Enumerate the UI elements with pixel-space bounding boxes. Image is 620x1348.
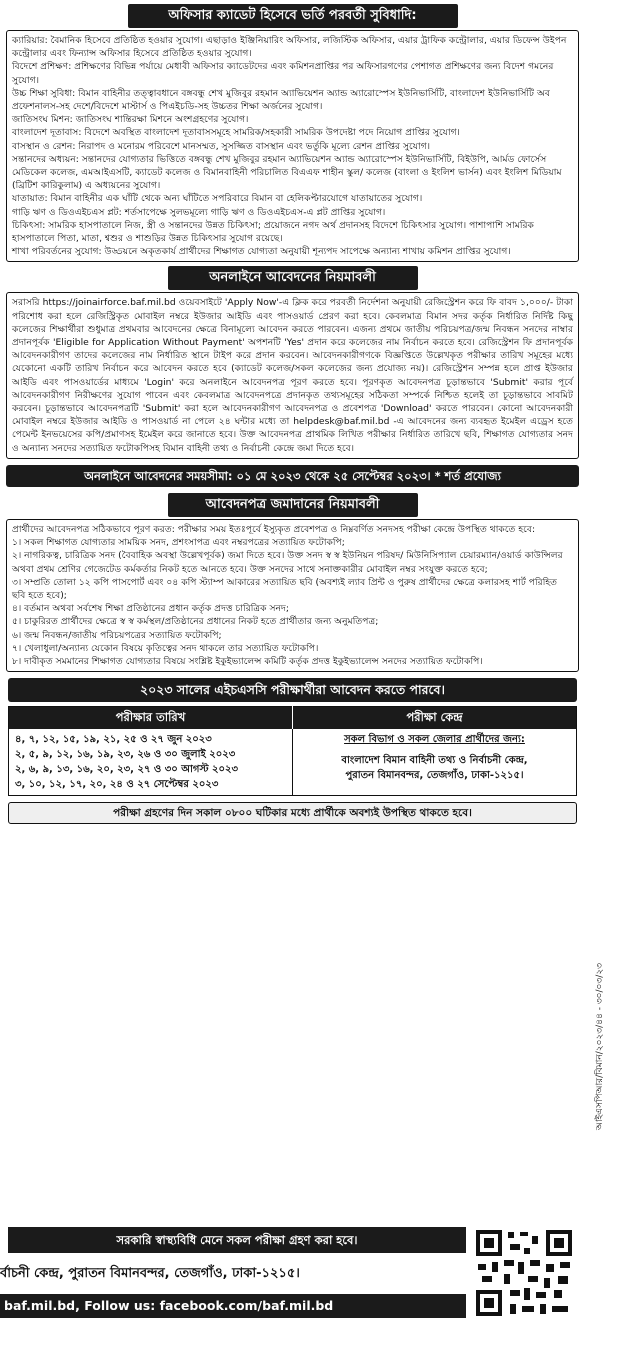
exam-center-cell [293, 729, 577, 796]
attendance-notice: পরীক্ষা গ্রহণের দিন সকাল ০৮০০ ঘটিকার মধ্যে প্রার্থীকে অবশ্যই উপস্থিত থাকতে হবে। [8, 802, 577, 824]
website-line: baf.mil.bd, Follow us: facebook.com/baf.mil.bd [0, 1294, 466, 1318]
submission-item: ৮। দাবীকৃত সমমানের শিক্ষাগত যোগ্যতার বিষয়ে সংশ্লিষ্ট ইকুইভ্যালেন্স কমিটি কর্তৃক প্রদত্ত ইকুইভ্যালেন্স সনদের সত্যায়িত ফটোকপি। [12, 655, 483, 667]
reference-code: আইএসপিআর/বিমান/২০২৩/৪৪ - ৩০/০৩/২৩ [595, 963, 605, 1130]
submission-item: ৩। সম্প্রতি তোলা ১২ কপি পাসপোর্ট এবং ০৪ কপি স্ট্যাম্প আকারের সত্যায়িত ছবি (অবশ্যই ল্যাব প্রিন্ট ও পুরুষ প্রার্থীদের ক্ষেত্রে কলারসহ শার্ট পরিহিত ছবি হতে হবে); [12, 576, 558, 601]
facilities-title: অফিসার ক্যাডেট হিসেবে ভর্তি পরবর্তী সুবিধাদি: [128, 4, 458, 28]
exam-center-header: পরীক্ষা কেন্দ্র [293, 707, 577, 730]
exam-date-row: ২, ৫, ৯, ১২, ১৬, ১৯, ২৩, ২৬ ও ৩০ জুলাই ২০২৩ [15, 749, 236, 761]
submission-intro: প্রার্থীদের আবেদনপত্র সঠিকভাবে পূরণ করত: পরীক্ষার সময় ইতঃপূর্বে ইস্যুকৃত প্রবেশপত্র ও নিম্নবর্ণিত সনদসহ পরীক্ষা কেন্দ্রে উপস্থিত থাকতে হবে: [12, 523, 536, 535]
address-line: র্বাচনী কেন্দ্র, পুরাতন বিমানবন্দর, তেজগাঁও, ঢাকা-১২১৫। [0, 1266, 300, 1281]
submission-item: ৭। খেলাধুলা/অন্যান্য যেকোন বিষয়ে কৃতিত্বের সনদ থাকলে তার সত্যায়িত ফটোকপি। [12, 642, 319, 654]
facility-item: সন্তানদের অধ্যয়ন: সন্তানদের যোগ্যতার ভিত্তিতে বঙ্গবন্ধু শেখ মুজিবুর রহমান অ্যাভিয়েশন অ্যান্ড অ্যারোস্পেস ইউনিভার্সিটি, বিইউপি, আর্মড ফোর্সেস মেডিকেল কলেজ, এমআইএসটি, ক্যাডেট কলেজ ও বিমানবাহিনী পরিচালিত বিএএফ শাহীন স্কুল/ কলেজ (বাংলা ও ইংলিশ ভার্সন) এবং ইংলিশ মিডিয়াম (ব্রিটিশ কারিকুলাম) এ অধ্যয়নের সুযোগ। [12, 153, 562, 192]
online-instructions: সরাসরি https://joinairforce.baf.mil.bd ওয়েবসাইটে 'Apply Now'-এ ক্লিক করে পরবর্তী নির্দেশনা অনুযায়ী রেজিস্ট্রেশন করে ফি বাবদ ১,০০০/- টাকা পরিশোধ করা হলে রেজিস্ট্রিকৃত মোবাইল নম্বরে ইউজার আইডি এবং পাসওয়ার্ড প্রেরণ করা হবে। কেবলমাত্র বিমান সদর কর্তৃক নির্ধারিত নির্দিষ্ট কিছু কলেজের শিক্ষার্থীরা শুধুমাত্র প্রথমবার আবেদনের ক্ষেত্রে বিনামূল্যে আবেদন করতে পারবেন। এজন্য প্রথমে জাতীয় পরিচয়পত্র/জন্ম নিবন্ধন সনদের নাম্বার প্রদানপূর্বক 'Eligible for Application Without Payment' অপশনটি 'Yes' প্রদান করে কলেজের নাম নির্বাচন করতে হবে। রেজিস্ট্রেশন ফি প্রদানপূর্বক আবেদনকারীগণ তাদের কলেজের নাম নির্ধারিত স্থানে টাইপ করে প্রদান করবেন। আবেদনকারীগণকে বিজ্ঞপ্তিতে উল্লেখকৃত পরীক্ষার তারিখ সমূহের মধ্যে যেকোনো একটি তারিখ নির্বাচন করে আবেদন করতে হবে (ক্যাডেট কলেজ/সকল কলেজের জন্য প্রযোজ্য নয়)। রেজিস্ট্রেশন সম্পন্ন হলে প্রাপ্ত ইউজার আইডি এবং পাসওয়ার্ডের মাধ্যমে 'Login' করে অনলাইনে আবেদনপত্র পূরণ করতে হবে। পূরণকৃত আবেদনপত্র চূড়ান্তভাবে 'Submit' করার পূর্বে আবেদনকারীগণ নিরীক্ষণের সুযোগ পাবেন এবং কেবলমাত্র আবেদনপত্রে প্রদানকৃত তথ্যসমূহের সঠিকতা সম্পর্কে নিশ্চিত হলেই তা চূড়ান্তভাবে সাবমিট করবেন। চূড়ান্তভাবে আবেদনপত্রটি 'Submit' করা হলে আবেদনকারীগণ আবেদনপত্র ও প্রবেশপত্র 'Download' করতে পারবেন। কোনো আবেদনকারী মোবাইল নম্বরে ইউজার আইডি ও পাসওয়ার্ড না পেলে ২৪ ঘন্টার মধ্যে তা helpdesk@baf.mil.bd -এ আবেদনের জন্য ব্যবহৃত ইমেইল এড্রেস হতে পেমেন্ট ইনভয়েসের কপি/প্রমাণসহ ইমেইল করে জানাতে হবে। উক্ত আবেদনপত্র প্রাথমিক লিখিত পরীক্ষার নির্ধারিত তারিখে ছবি, শিক্ষাগত যোগ্যতার সনদ ও অন্যান্য সনদের সত্যায়িত ফটোকপিসহ বিমান বাহিনী তথ্য ও নির্বাচনী কেন্দ্রে জমা দিতে হবে। [12, 297, 573, 454]
online-title: অনলাইনে আবেদনের নিয়মাবলী [168, 266, 418, 290]
submission-item: ১। সকল শিক্ষাগত যোগ্যতার সাময়িক সনদ, প্রশংসাপত্র এবং নম্বরপত্রের সত্যায়িত ফটোকপি; [12, 537, 345, 549]
facility-item: জাতিসংঘ মিশন: জাতিসংঘ শান্তিরক্ষা মিশনে অংশগ্রহণের সুযোগ। [12, 114, 249, 126]
exam-date-header: পরীক্ষার তারিখ [9, 707, 293, 730]
submission-item: ২। নাগরিকত্ব, চারিত্রিক সনদ (বৈবাহিক অবস্থা উল্লেখপূর্বক) জমা দিতে হবে। উক্ত সনদ স্ব স্ব ইউনিয়ন পরিষদ/ মিউনিসিপ্যাল চেয়ারম্যান/ওয়ার্ড কাউন্সিলর অথবা প্রথম শ্রেণির গেজেটেড কর্মকর্তার নিকট হতে আনতে হবে। উক্ত সনদের সাথে সনাক্তকারীর মোবাইল নম্বর সংযুক্ত করতে হবে; [12, 550, 563, 575]
exam-dates-cell [9, 729, 293, 796]
hsc-banner: ২০২৩ সালের এইচএসসি পরীক্ষার্থীরা আবেদন করতে পারবে। [8, 678, 577, 702]
facility-item: বিদেশে প্রশিক্ষণ: প্রশিক্ষণের বিভিন্ন পর্যায়ে মেধাবী অফিসার ক্যাডেটদের এবং কমিশনপ্রাপ্তির পর অফিসারগণের পেশাগত প্রশিক্ষণের জন্য বিদেশ গমনের সুযোগ। [12, 61, 554, 86]
facility-item: উচ্চ শিক্ষা সুবিধা: বিমান বাহিনীর তত্ত্বাবধানে বঙ্গবন্ধু শেখ মুজিবুর রহমান অ্যাভিয়েশন অ্যান্ড অ্যারোস্পেস ইউনিভার্সিটি, বাংলাদেশ ইউনিভার্সিটি অব প্রফেশনালস-সহ দেশে/বিদেশে মাস্টার্স ও পিএইচডি-সহ উচ্চতর শিক্ষা অর্জনের সুযোগ। [12, 87, 551, 113]
facility-item: যাতায়াত: বিমান বাহিনীর এক ঘাঁটি থেকে অন্য ঘাঁটিতে সপরিবারে বিমান বা হেলিকপ্টারযোগে যাতায়াতের সুযোগ। [12, 193, 423, 205]
submission-title: আবেদনপত্র জমাদানের নিয়মাবলী [168, 493, 418, 517]
qr-code-icon [474, 1228, 574, 1318]
facilities-box [6, 30, 579, 262]
facility-item: ক্যারিয়ার: বৈমানিক হিসেবে প্রতিষ্ঠিত হওয়ার সুযোগ। এছাড়াও ইঞ্জিনিয়ারিং অফিসার, লজিস্টিক অফিসার, এয়ার ট্রাফিক কন্ট্রোলার, এয়ার ডিফেন্স উইপন কন্ট্রোলার এবং ফিন্যান্স অফিসার হিসেবে প্রতিষ্ঠিত হওয়ার সুযোগ। [12, 35, 567, 60]
submission-box [6, 519, 579, 672]
deadline-banner: অনলাইনে আবেদনের সময়সীমা: ০১ মে ২০২৩ থেকে ২৫ সেপ্টেম্বর ২০২৩। * শর্ত প্রযোজ্য [6, 465, 579, 487]
exam-center-name: বাংলাদেশ বিমান বাহিনী তথ্য ও নির্বাচনী কেন্দ্র, [341, 755, 528, 767]
facility-item: চিকিৎসা: সামরিক হাসপাতালে নিজ, স্ত্রী ও সন্তানদের উন্নত চিকিৎসা; প্রয়োজনে নগদ অর্থ প্রদানসহ বিদেশে চিকিৎসার সুযোগ। পাশাপাশি সামরিক হাসপাতালে পিতা, মাতা, শ্বশুর ও শাশুড়ির উন্নত চিকিৎসার সুযোগ রয়েছে। [12, 219, 534, 245]
exam-center-address: পুরাতন বিমানবন্দর, তেজগাঁও, ঢাকা-১২১৫। [345, 770, 524, 782]
online-box [6, 292, 579, 458]
health-banner: সরকারি স্বাস্থ্যবিধি মেনে সকল পরীক্ষা গ্রহণ করা হবে। [8, 1227, 466, 1253]
facility-item: বাসস্থান ও রেশন: নিরাপদ ও মনোরম পরিবেশে মানসম্মত, সুসজ্জিত বাসস্থান এবং ভর্তুকি মূল্যে রেশন প্রাপ্তির সুযোগ। [12, 140, 431, 152]
exam-table [8, 706, 577, 796]
facility-item: শাখা পরিবর্তনের সুযোগ: উড্ডয়নে অকৃতকার্য প্রার্থীদের শিক্ষাগত যোগ্যতা অনুযায়ী শূন্যপদ সাপেক্ষে অন্যান্য শাখায় কমিশন প্রাপ্তির সুযোগ। [12, 246, 511, 258]
facility-item: বাংলাদেশ দূতাবাস: বিদেশে অবস্থিত বাংলাদেশ দূতাবাসসমূহে সামরিক/সহকারী সামরিক উপদেষ্টা পদে নিয়োগ প্রাপ্তির সুযোগ। [12, 127, 460, 139]
exam-date-row: ৪, ৭, ১২, ১৫, ১৯, ২১, ২৫ ও ২৭ জুন ২০২৩ [15, 734, 212, 746]
facility-item: গাড়ি ঋণ ও ডিওএইচএস প্লট: শর্তসাপেক্ষে সুলভমূল্যে গাড়ি ঋণ ও ডিওএইচএস-এ প্লট প্রাপ্তির সুযোগ। [12, 206, 386, 218]
exam-center-note: সকল বিভাগ ও সকল জেলার প্রার্থীদের জন্য: [344, 734, 525, 746]
exam-date-row: ২, ৬, ৯, ১৩, ১৬, ২০, ২৩, ২৭ ও ৩০ আগস্ট ২০২৩ [15, 764, 239, 776]
submission-item: ৬। জন্ম নিবন্ধন/জাতীয় পরিচয়পত্রের সত্যায়িত ফটোকপি; [12, 629, 222, 641]
submission-item: ৪। বর্তমান অথবা সর্বশেষ শিক্ষা প্রতিষ্ঠানের প্রধান কর্তৃক প্রদত্ত চারিত্রিক সনদ; [12, 603, 289, 615]
submission-item: ৫। চাকুরিরত প্রার্থীদের ক্ষেত্রে স্ব স্ব কর্মস্থল/প্রতিষ্ঠানের প্রধানের নিকট হতে প্রার্থীতার জন্য অনুমতিপত্র; [12, 616, 379, 628]
exam-date-row: ৩, ১০, ১২, ১৭, ২০, ২৪ ও ২৭ সেপ্টেম্বর ২০২৩ [15, 779, 219, 791]
